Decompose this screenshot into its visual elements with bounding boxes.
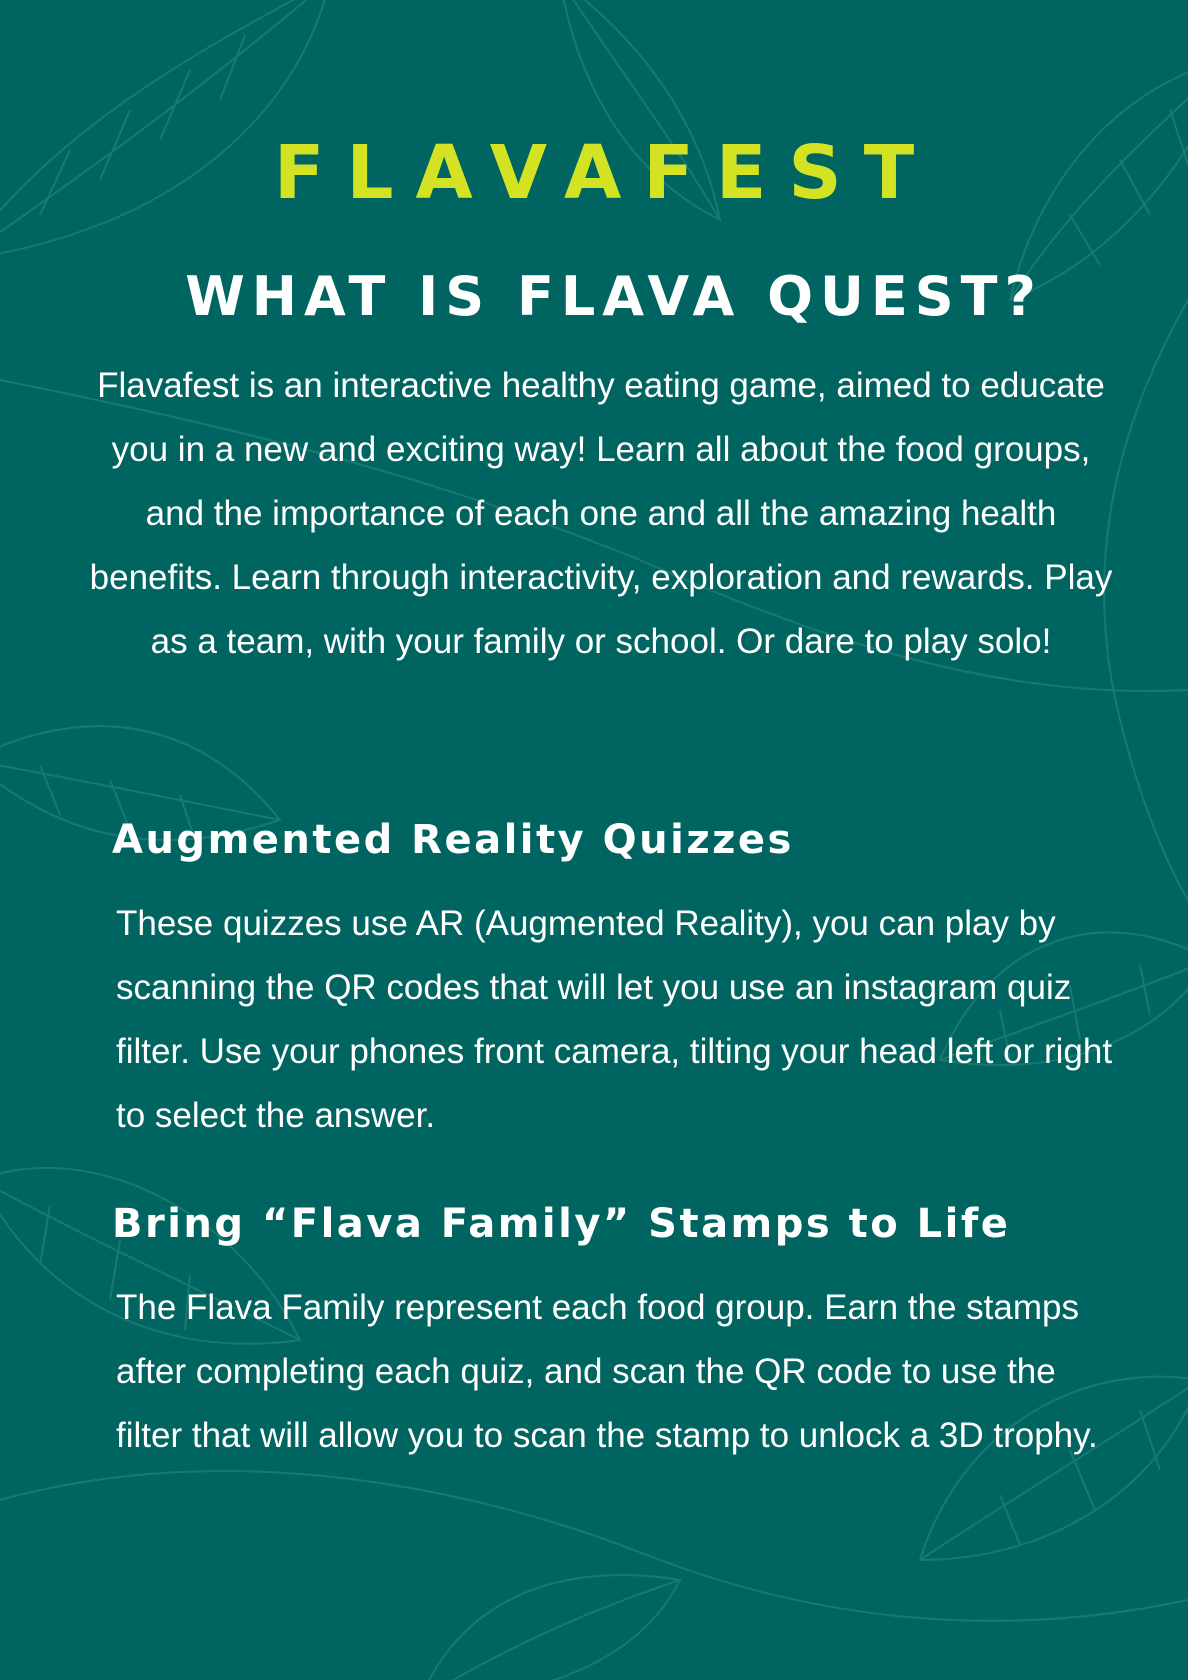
ar-quizzes-body: These quizzes use AR (Augmented Reality), you can play by scanning the QR codes that will let you use an instagram quiz filter. Use your phones front camera, tilting your head left or right to select the answer. xyxy=(116,904,1113,1135)
brand-title: FLAVAFEST xyxy=(273,130,937,216)
ar-quizzes-heading: Augmented Reality Quizzes xyxy=(112,817,794,863)
main-heading: WHAT IS FLAVA QUEST? xyxy=(185,265,1043,328)
flava-family-stamps-heading: Bring “Flava Family” Stamps to Life xyxy=(112,1201,1011,1247)
intro-paragraph: Flavafest is an interactive healthy eating game, aimed to educate you in a new and exciting way! Learn all about the food groups, and the importance of each one and all the amazing health benefits. Learn through interactivity, exploration and rewards. Play as a team, with your family or school. Or dare to play solo! xyxy=(89,366,1113,661)
flava-family-stamps-body: The Flava Family represent each food group. Earn the stamps after completing each quiz, and scan the QR code to use the filter that will allow you to scan the stamp to unlock a 3D trophy. xyxy=(116,1288,1098,1455)
